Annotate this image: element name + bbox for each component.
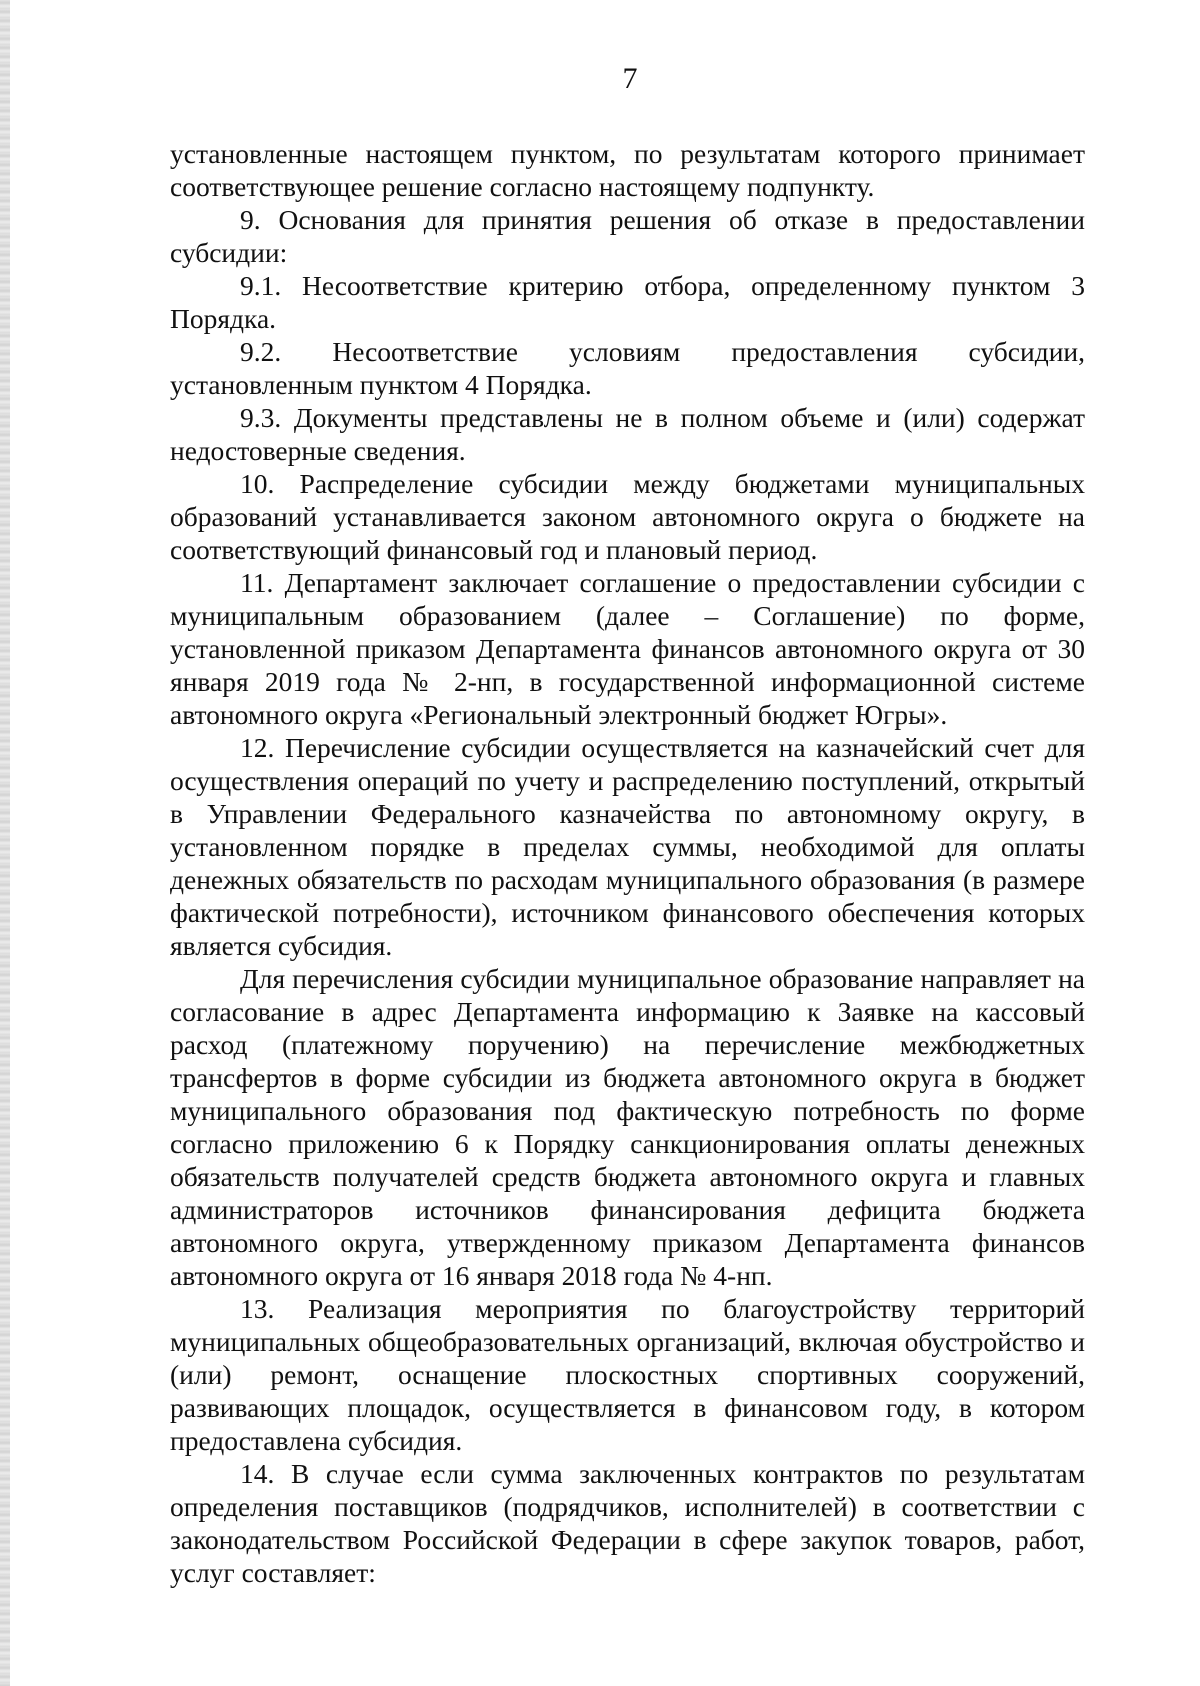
paragraph-item-10: 10. Распределение субсидии между бюджетами муниципальных образований устанавливается законом автономного округа о бюджете на соответствующий финансовый год и плановый период.	[170, 468, 1085, 565]
paragraph-continuation: установленные настоящем пунктом, по результатам которого принимает соответствующее решение согласно настоящему подпункту.	[170, 138, 1085, 202]
paragraph-item-9-3: 9.3. Документы представлены не в полном объеме и (или) содержат недостоверные сведения.	[170, 402, 1085, 466]
document-body	[170, 137, 1085, 1589]
paragraph-item-13: 13. Реализация мероприятия по благоустройству территорий муниципальных общеобразовательных организаций, включая обустройство и (или) ремонт, оснащение плоскостных спортивных сооружений, развивающих площадок, осуществляется в финансовом году, в котором предоставлена субсидия.	[170, 1293, 1085, 1456]
scan-edge-strip	[0, 0, 10, 1686]
paragraph-item-11: 11. Департамент заключает соглашение о предоставлении субсидии с муниципальным образованием (далее – Соглашение) по форме, установленной приказом Департамента финансов автономного округа от 30 января 2019 года № 2-нп, в государственной информационной системе автономного округа «Региональный электронный бюджет Югры».	[170, 567, 1085, 730]
page-number: 7	[622, 62, 638, 95]
paragraph-item-9-2: 9.2. Несоответствие условиям предоставления субсидии, установленным пунктом 4 Порядка.	[170, 336, 1085, 400]
paragraph-item-9-1: 9.1. Несоответствие критерию отбора, определенному пунктом 3 Порядка.	[170, 270, 1085, 334]
paragraph-item-12-transfer: Для перечисления субсидии муниципальное образование направляет на согласование в адрес Департамента информацию к Заявке на кассовый расход (платежному поручению) на перечисление межбюджетных трансфертов в форме субсидии из бюджета автономного округа в бюджет муниципального образования под фактическую потребность по форме согласно приложению 6 к Порядку санкционирования оплаты денежных обязательств получателей средств бюджета автономного округа и главных администраторов источников финансирования дефицита бюджета автономного округа, утвержденному приказом Департамента финансов автономного округа от 16 января 2018 года № 4-нп.	[170, 963, 1085, 1291]
paragraph-item-9: 9. Основания для принятия решения об отказе в предоставлении субсидии:	[170, 204, 1085, 268]
paragraph-item-12: 12. Перечисление субсидии осуществляется на казначейский счет для осуществления операций по учету и распределению поступлений, открытый в Управлении Федерального казначейства по автономному округу, в установленном порядке в пределах суммы, необходимой для оплаты денежных обязательств по расходам муниципального образования (в размере фактической потребности), источником финансового обеспечения которых является субсидия.	[170, 732, 1085, 961]
paragraph-item-14: 14. В случае если сумма заключенных контрактов по результатам определения поставщиков (подрядчиков, исполнителей) в соответствии с законодательством Российской Федерации в сфере закупок товаров, работ, услуг составляет:	[170, 1458, 1085, 1588]
